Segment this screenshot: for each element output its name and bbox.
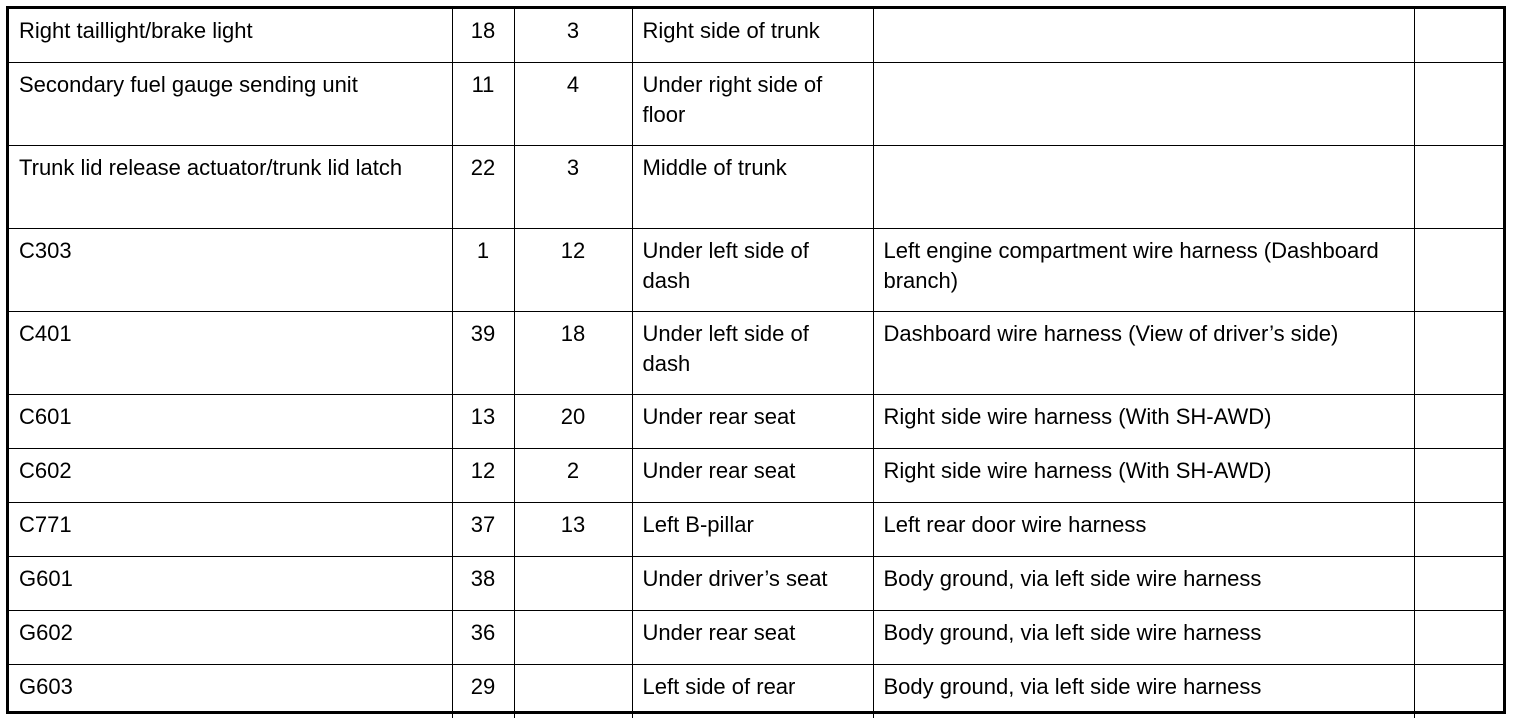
location-cell: Under left side of dash <box>632 228 873 311</box>
grid-number-cell: 37 <box>452 502 514 556</box>
page-number-cell: 12 <box>514 228 632 311</box>
harness-cell: Body ground, via left side wire harness <box>873 610 1414 664</box>
grid-number-cell: 36 <box>452 610 514 664</box>
harness-cell: Right side wire harness (With SH-AWD) <box>873 394 1414 448</box>
table-row <box>9 448 1503 502</box>
location-cell: Left B-pillar <box>632 502 873 556</box>
connector-name-cell: C601 <box>9 394 452 448</box>
harness-cell: Left engine compartment wire harness (Dashboard branch) <box>873 228 1414 311</box>
location-cell: Under rear seat <box>632 610 873 664</box>
extra-cell <box>1414 448 1503 502</box>
harness-cell: Left rear door wire harness <box>873 502 1414 556</box>
harness-cell <box>873 62 1414 145</box>
table-row <box>9 311 1503 394</box>
harness-cell <box>873 9 1414 62</box>
page-number-cell: 4 <box>514 62 632 145</box>
location-cell: Left side of rear <box>632 664 873 718</box>
connector-name-cell: G601 <box>9 556 452 610</box>
page-number-cell: 13 <box>514 502 632 556</box>
location-cell: Right side of trunk <box>632 9 873 62</box>
extra-cell <box>1414 556 1503 610</box>
location-cell: Middle of trunk <box>632 145 873 228</box>
extra-cell <box>1414 610 1503 664</box>
grid-number-cell: 12 <box>452 448 514 502</box>
location-cell: Under left side of dash <box>632 311 873 394</box>
extra-cell <box>1414 311 1503 394</box>
extra-cell <box>1414 664 1503 718</box>
connector-name-cell: Trunk lid release actuator/trunk lid latch <box>9 145 452 228</box>
harness-cell: Body ground, via left side wire harness <box>873 664 1414 718</box>
page-number-cell: 3 <box>514 145 632 228</box>
page-number-cell: 18 <box>514 311 632 394</box>
grid-number-cell: 39 <box>452 311 514 394</box>
grid-number-cell: 29 <box>452 664 514 718</box>
table-row <box>9 664 1503 718</box>
extra-cell <box>1414 394 1503 448</box>
table-row <box>9 610 1503 664</box>
connector-name-cell: Secondary fuel gauge sending unit <box>9 62 452 145</box>
harness-cell: Dashboard wire harness (View of driver’s side) <box>873 311 1414 394</box>
table-row <box>9 502 1503 556</box>
location-cell: Under rear seat <box>632 394 873 448</box>
table-row <box>9 556 1503 610</box>
extra-cell <box>1414 62 1503 145</box>
grid-number-cell: 22 <box>452 145 514 228</box>
connector-name-cell: C602 <box>9 448 452 502</box>
connector-location-table <box>9 9 1503 718</box>
grid-number-cell: 11 <box>452 62 514 145</box>
connector-name-cell: C401 <box>9 311 452 394</box>
page-number-cell: 20 <box>514 394 632 448</box>
harness-cell: Right side wire harness (With SH-AWD) <box>873 448 1414 502</box>
connector-table-frame <box>6 6 1506 714</box>
extra-cell <box>1414 228 1503 311</box>
table-row <box>9 62 1503 145</box>
extra-cell <box>1414 9 1503 62</box>
page-number-cell: 2 <box>514 448 632 502</box>
extra-cell <box>1414 145 1503 228</box>
location-cell: Under rear seat <box>632 448 873 502</box>
harness-cell <box>873 145 1414 228</box>
connector-name-cell: G602 <box>9 610 452 664</box>
grid-number-cell: 38 <box>452 556 514 610</box>
grid-number-cell: 1 <box>452 228 514 311</box>
location-cell: Under right side of floor <box>632 62 873 145</box>
harness-cell: Body ground, via left side wire harness <box>873 556 1414 610</box>
page-number-cell <box>514 610 632 664</box>
connector-name-cell: C771 <box>9 502 452 556</box>
connector-name-cell: G603 <box>9 664 452 718</box>
connector-name-cell: C303 <box>9 228 452 311</box>
connector-name-cell: Right taillight/brake light <box>9 9 452 62</box>
grid-number-cell: 18 <box>452 9 514 62</box>
table-row <box>9 9 1503 62</box>
extra-cell <box>1414 502 1503 556</box>
location-cell: Under driver’s seat <box>632 556 873 610</box>
page-number-cell <box>514 556 632 610</box>
table-row <box>9 394 1503 448</box>
table-row <box>9 145 1503 228</box>
table-row <box>9 228 1503 311</box>
page-number-cell <box>514 664 632 718</box>
page-number-cell: 3 <box>514 9 632 62</box>
grid-number-cell: 13 <box>452 394 514 448</box>
